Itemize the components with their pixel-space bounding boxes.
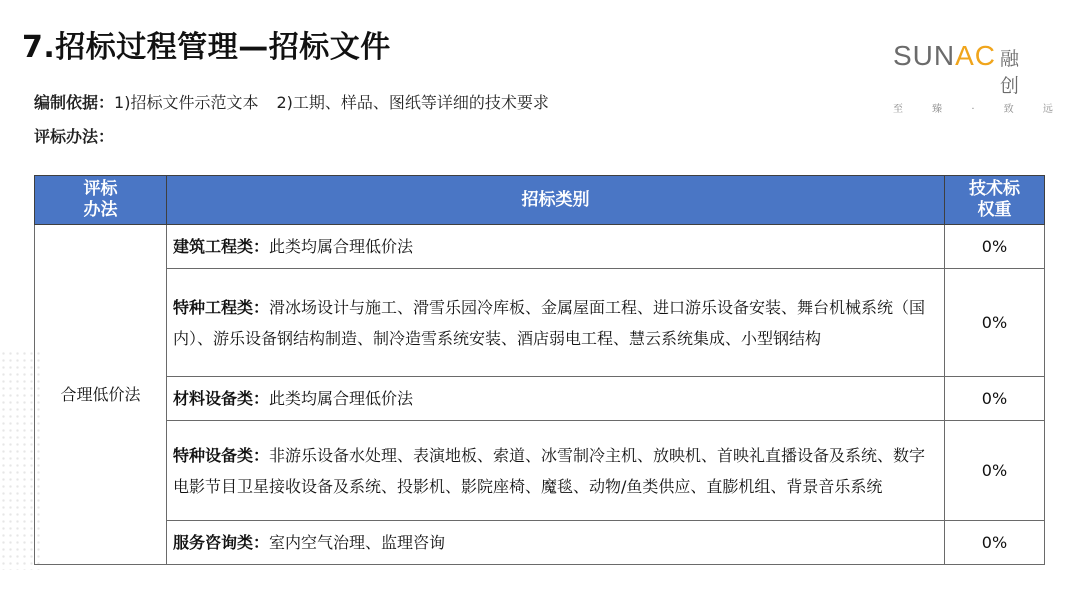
category-cell: 服务咨询类：室内空气治理、监理咨询 [167, 521, 945, 565]
table-row [35, 377, 1045, 421]
compilation-basis [34, 90, 549, 113]
method-value-cell: 合理低价法 [35, 225, 167, 565]
table-row [35, 225, 1045, 269]
table-header-row [35, 176, 1045, 225]
category-cell: 特种工程类：滑冰场设计与施工、滑雪乐园冷库板、金属屋面工程、进口游乐设备安装、舞台机械系统（国内）、游乐设备钢结构制造、制冷造雪系统安装、酒店弱电工程、慧云系统集成、小型钢结构 [167, 269, 945, 377]
evaluation-method-label: 评标办法： [34, 127, 115, 146]
weight-cell: 0% [945, 269, 1045, 377]
basis-label: 编制依据： [34, 93, 115, 112]
logo-tagline: 至 臻 · 致 远 [893, 104, 1066, 115]
logo-wordmark [893, 42, 996, 70]
table-row [35, 269, 1045, 377]
weight-cell: 0% [945, 521, 1045, 565]
category-cell: 建筑工程类：此类均属合理低价法 [167, 225, 945, 269]
logo-chinese: 融创 [1000, 48, 1020, 97]
sunac-logo [893, 40, 1066, 115]
category-cell: 材料设备类：此类均属合理低价法 [167, 377, 945, 421]
header-weight: 技术标 权重 [945, 176, 1045, 225]
header-method: 评标 办法 [35, 176, 167, 225]
category-cell: 特种设备类：非游乐设备水处理、表演地板、索道、冰雪制冷主机、放映机、首映礼直播设备及系统、数字电影节目卫星接收设备及系统、投影机、影院座椅、魔毯、动物/鱼类供应、直膨机组、背景音乐系统 [167, 421, 945, 521]
bidding-table [34, 175, 1045, 565]
weight-cell: 0% [945, 421, 1045, 521]
table-row [35, 521, 1045, 565]
basis-item-2: 2)工期、样品、图纸等详细的技术要求 [276, 93, 549, 112]
header-category: 招标类别 [167, 176, 945, 225]
weight-cell: 0% [945, 377, 1045, 421]
basis-item-1: 1)招标文件示范文本 [114, 93, 259, 112]
table-row [35, 421, 1045, 521]
logo-accent: AC [955, 40, 997, 71]
weight-cell: 0% [945, 225, 1045, 269]
page-title: 7.招标过程管理—招标文件 [22, 30, 391, 65]
logo-prefix: SUN [893, 40, 956, 71]
